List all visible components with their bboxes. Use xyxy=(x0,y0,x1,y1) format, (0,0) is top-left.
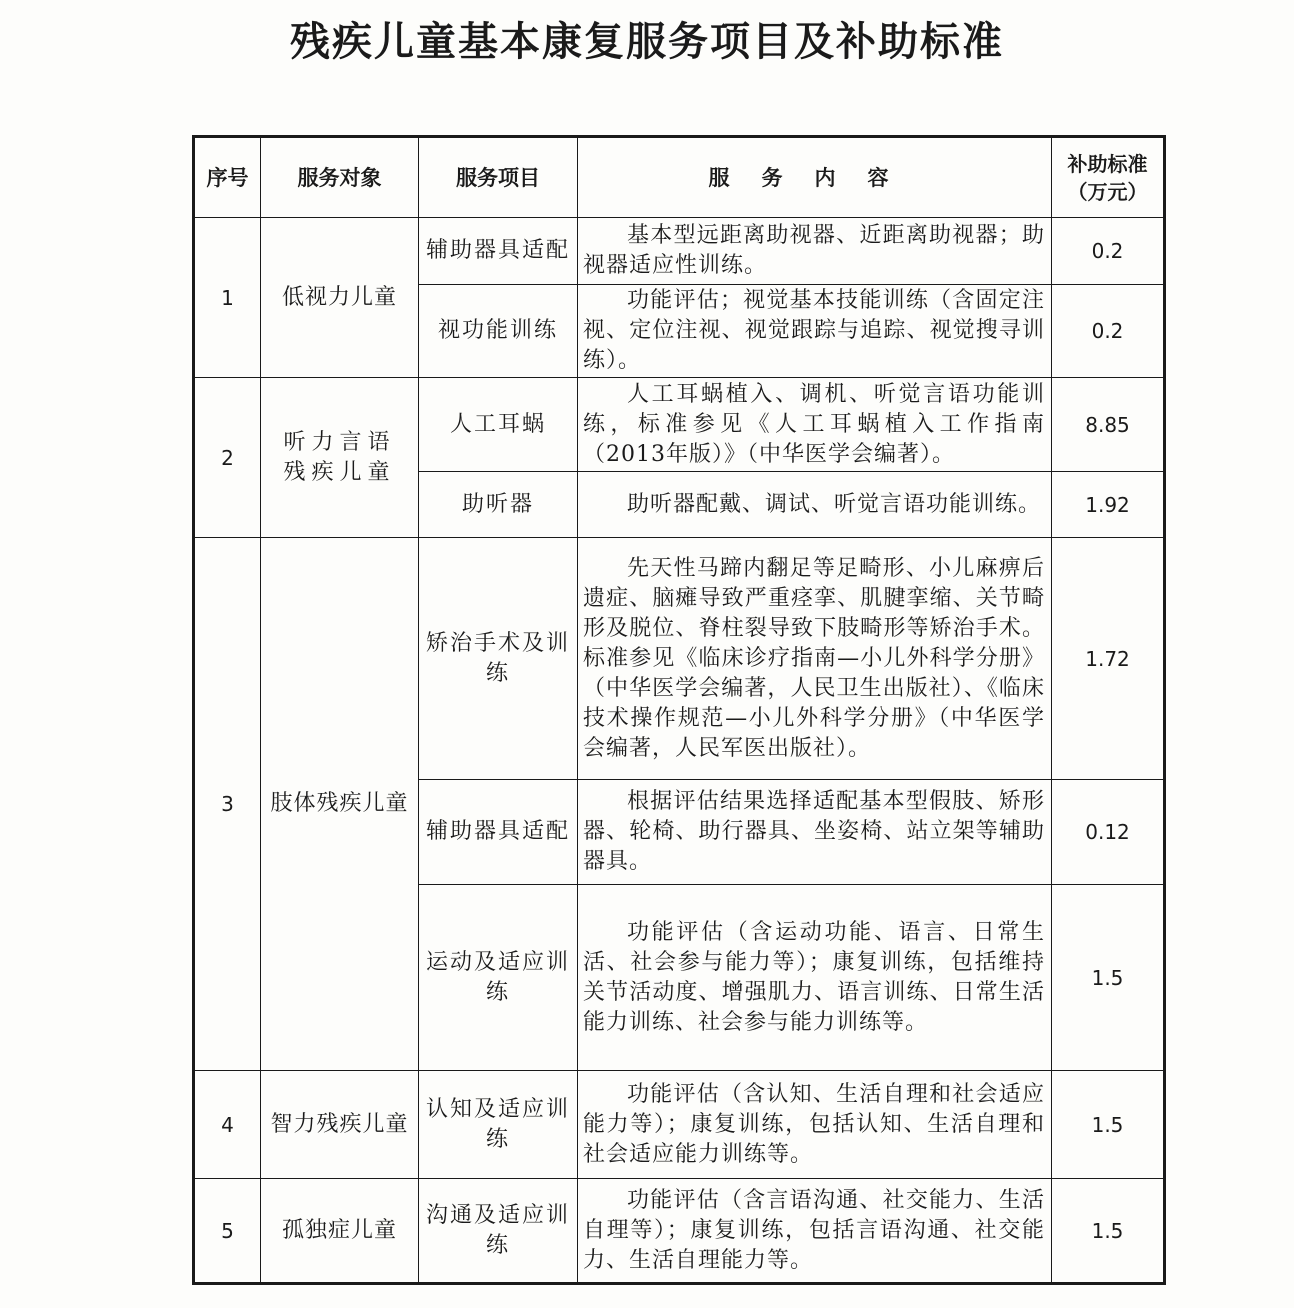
table-row xyxy=(194,1179,1165,1284)
row-standard: 8.85 xyxy=(1052,378,1165,472)
row-project: 认知及适应训练 xyxy=(419,1071,578,1179)
row-seq: 3 xyxy=(194,538,261,1071)
row-target: 听力言语残疾儿童 xyxy=(261,378,419,538)
row-standard: 1.72 xyxy=(1052,538,1165,780)
row-seq: 5 xyxy=(194,1179,261,1284)
header-content xyxy=(578,137,1052,218)
subsidy-table xyxy=(192,135,1166,1285)
header-target: 服务对象 xyxy=(261,137,419,218)
row-standard: 1.5 xyxy=(1052,1071,1165,1179)
row-project: 助听器 xyxy=(419,472,578,538)
row-project: 人工耳蜗 xyxy=(419,378,578,472)
row-standard: 0.12 xyxy=(1052,780,1165,885)
row-project: 辅助器具适配 xyxy=(419,218,578,285)
row-content: 根据评估结果选择适配基本型假肢、矫形器、轮椅、助行器具、坐姿椅、站立架等辅助器具。 xyxy=(578,780,1052,885)
row-target: 肢体残疾儿童 xyxy=(261,538,419,1071)
row-content: 功能评估（含言语沟通、社交能力、生活自理等）；康复训练，包括言语沟通、社交能力、生活自理能力等。 xyxy=(578,1179,1052,1284)
row-content: 功能评估（含认知、生活自理和社会适应能力等）；康复训练，包括认知、生活自理和社会适应能力训练等。 xyxy=(578,1071,1052,1179)
row-content: 功能评估（含运动功能、语言、日常生活、社会参与能力等）；康复训练，包括维持关节活动度、增强肌力、语言训练、日常生活能力训练、社会参与能力训练等。 xyxy=(578,885,1052,1071)
row-target: 低视力儿童 xyxy=(261,218,419,378)
row-seq: 4 xyxy=(194,1071,261,1179)
header-standard-line1: 补助标准 xyxy=(1067,151,1148,176)
row-seq: 2 xyxy=(194,378,261,538)
row-standard: 1.5 xyxy=(1052,885,1165,1071)
row-content: 功能评估；视觉基本技能训练（含固定注视、定位注视、视觉跟踪与追踪、视觉搜寻训练）。 xyxy=(578,285,1052,378)
row-target: 孤独症儿童 xyxy=(261,1179,419,1284)
row-standard: 0.2 xyxy=(1052,285,1165,378)
row-standard: 1.92 xyxy=(1052,472,1165,538)
row-project: 矫治手术及训练 xyxy=(419,538,578,780)
row-content: 助听器配戴、调试、听觉言语功能训练。 xyxy=(578,472,1052,538)
table-row xyxy=(194,218,1165,285)
row-content: 先天性马蹄内翻足等足畸形、小儿麻痹后遗症、脑瘫导致严重痉挛、肌腱挛缩、关节畸形及脱位、脊柱裂导致下肢畸形等矫治手术。标准参见《临床诊疗指南—小儿外科学分册》（中华医学会编著，人民卫生出版社）、《临床技术操作规范—小儿外科学分册》（中华医学会编著，人民军医出版社）。 xyxy=(578,538,1052,780)
header-standard-line2: （万元） xyxy=(1067,179,1148,204)
header-content-label: 服务内容 xyxy=(708,165,921,190)
header-seq: 序号 xyxy=(194,137,261,218)
table-row xyxy=(194,378,1165,472)
row-standard: 1.5 xyxy=(1052,1179,1165,1284)
row-project: 视功能训练 xyxy=(419,285,578,378)
header-project: 服务项目 xyxy=(419,137,578,218)
row-project: 辅助器具适配 xyxy=(419,780,578,885)
header-standard xyxy=(1052,137,1165,218)
row-standard: 0.2 xyxy=(1052,218,1165,285)
row-content: 基本型远距离助视器、近距离助视器；助视器适应性训练。 xyxy=(578,218,1052,285)
row-project: 运动及适应训练 xyxy=(419,885,578,1071)
table-row xyxy=(194,1071,1165,1179)
row-content: 人工耳蜗植入、调机、听觉言语功能训练，标准参见《人工耳蜗植入工作指南（2013年版）》（中华医学会编著）。 xyxy=(578,378,1052,472)
table-header-row xyxy=(194,137,1165,218)
table-row xyxy=(194,538,1165,780)
row-project: 沟通及适应训练 xyxy=(419,1179,578,1284)
row-target: 智力残疾儿童 xyxy=(261,1071,419,1179)
page-title: 残疾儿童基本康复服务项目及补助标准 xyxy=(290,19,1004,65)
row-seq: 1 xyxy=(194,218,261,378)
